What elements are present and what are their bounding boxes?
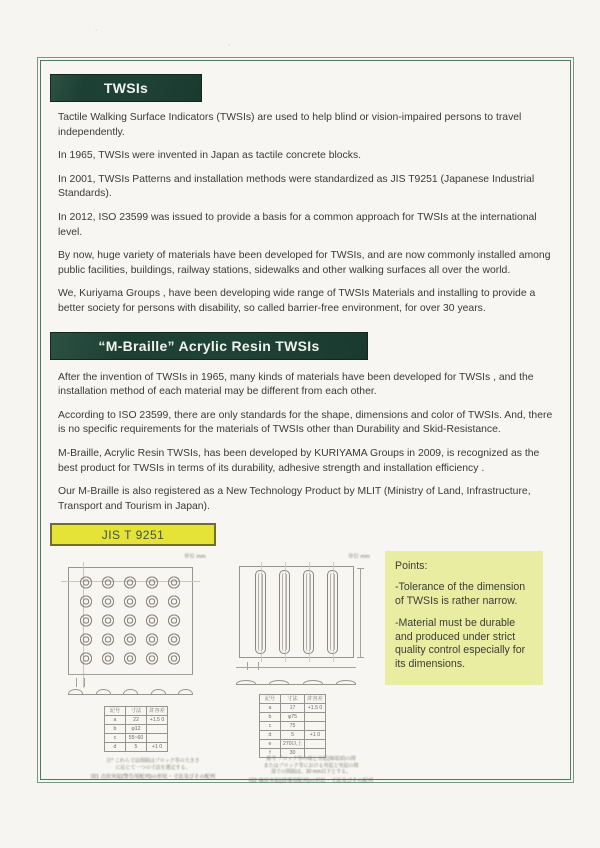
points-item: -Tolerance of the dimension of TWSIs is rather narrow.: [395, 581, 526, 608]
spec-table-row: [260, 704, 326, 713]
spec-table-cell: [147, 725, 168, 734]
spec-table-row: [260, 740, 326, 749]
bar-profile-view: [236, 673, 356, 685]
jis-standard-badge: [50, 523, 216, 546]
spec-table-cell: 30: [281, 749, 305, 758]
dome-bump: [96, 689, 111, 694]
bar-bump: [269, 680, 289, 684]
scan-speck: ·: [228, 42, 231, 49]
spec-table-cell: 5: [126, 743, 147, 752]
spec-table-cell: [305, 740, 326, 749]
dimension-tick: [357, 657, 364, 658]
unit-label-left: 単位 mm: [184, 554, 206, 561]
spec-table-cell: b: [105, 725, 126, 734]
dimension-line: [236, 667, 356, 668]
intro-paragraph: In 1965, TWSIs were invented in Japan as tactile concrete blocks.: [58, 150, 362, 162]
dot-pattern-diagram: [68, 567, 193, 675]
mbraille-paragraph: Our M-Braille is also registered as a New Technology Product by MLIT (Ministry of Land, Infrastructure, Transport and Tourism in Japan).: [58, 486, 531, 512]
bar-figure-notes: [236, 756, 386, 785]
dimension-tick: [258, 662, 259, 670]
spec-table-cell: e: [260, 740, 281, 749]
dome-bump: [151, 689, 166, 694]
spec-table-cell: 17: [281, 704, 305, 713]
mbraille-paragraph: M-Braille, Acrylic Resin TWSIs, has been developed by KURIYAMA Groups in 2009, is recognized as the best product for TWSIs in terms of its durability, adhesive strength and installation efficiency .: [58, 447, 540, 474]
spec-table-cell: 許容差: [147, 707, 168, 716]
spec-table-cell: d: [260, 731, 281, 740]
spec-table-cell: +1.5 0: [305, 704, 326, 713]
spec-table-cell: [305, 722, 326, 731]
bar-bump: [303, 680, 323, 684]
spec-table-cell: b: [260, 713, 281, 722]
spec-table-cell: 270以上: [281, 740, 305, 749]
dome-bump: [178, 689, 193, 694]
page-frame: [37, 57, 574, 783]
guide-bar: [327, 570, 338, 654]
spec-table-row: [105, 707, 168, 716]
note-line: に応じて一つの寸法を選定する。: [115, 764, 191, 771]
scan-speck: ·: [95, 27, 98, 34]
spec-table-cell: [305, 713, 326, 722]
points-callout: [385, 551, 543, 685]
spec-table-cell: c: [105, 734, 126, 743]
spec-table-cell: +1 0: [147, 743, 168, 752]
section-header-mbraille: [50, 332, 368, 360]
page-frame-inner: [40, 60, 571, 785]
bar-pattern-diagram: [239, 566, 354, 658]
intro-paragraph: By now, huge variety of materials have been developed for TWSIs, and are now commonly installed among public facilities, buildings, railway stations, sidewalks and other walking surfaces all over the world.: [58, 250, 551, 276]
section-header-twsis: [50, 74, 202, 102]
dot-spec-table: [104, 706, 168, 752]
intro-paragraph: In 2001, TWSIs Patterns and installation methods were standardized as JIS T9251 (Japanese Industrial Standards).: [58, 173, 535, 200]
spec-table-cell: +1 0: [305, 731, 326, 740]
intro-paragraph: In 2012, ISO 23599 was issued to provide a basis for a common approach for TWSIs at the international level.: [58, 211, 537, 238]
dot-profile-view: [68, 681, 193, 695]
points-item: -Material must be durable and produced under strict quality control especially for its dimensions.: [395, 616, 526, 671]
spec-table-cell: 55~60: [126, 734, 147, 743]
intro-paragraph: Tactile Walking Surface Indicators (TWSIs) are used to help blind or vision-impaired persons to travel independently.: [58, 112, 522, 138]
guide-bar: [255, 570, 266, 654]
spec-table-cell: φ75: [281, 713, 305, 722]
spec-table-cell: 5: [281, 731, 305, 740]
guide-bar: [279, 570, 290, 654]
spec-table-cell: c: [260, 722, 281, 731]
spec-table-cell: d: [105, 743, 126, 752]
spec-table-cell: 22: [126, 716, 147, 725]
bar-bump: [236, 680, 256, 684]
jis-figures-region: [58, 550, 553, 785]
dimension-tick: [357, 568, 364, 569]
bar-bump: [336, 680, 356, 684]
dome-bump: [68, 689, 83, 694]
note-line: 注* これら寸法間隔はブロック等の大きさ: [106, 758, 200, 765]
unit-label-right: 単位 mm: [348, 554, 370, 561]
spec-table-cell: φ12: [126, 725, 147, 734]
spec-table-cell: +1.5 0: [147, 716, 168, 725]
dimension-line: [360, 568, 361, 658]
spec-table-row: [105, 725, 168, 734]
points-title: Points:: [395, 560, 428, 573]
spec-table-cell: a: [105, 716, 126, 725]
spec-table-cell: [147, 734, 168, 743]
note-line: 部での間隔は、30 mm以下とする。: [270, 769, 352, 776]
note-line: またはブロック等における突起と突起の間: [263, 762, 359, 769]
bar-figure-caption: 図2 線状突起(誘導用配列)の形状・寸法及びその配列: [248, 778, 374, 785]
spec-table-cell: 75: [281, 722, 305, 731]
mbraille-paragraph: After the invention of TWSIs in 1965, many kinds of materials have been developed for TWSIs , and the installation method of each material may be different from each other.: [58, 371, 534, 398]
dot-figure-notes: [58, 758, 248, 780]
spec-table-cell: a: [260, 704, 281, 713]
jis-standard-label: JIS T 9251: [101, 527, 165, 542]
spec-table-row: [260, 713, 326, 722]
bar-spec-table: [259, 694, 326, 758]
dome-bump: [123, 689, 138, 694]
spec-table-cell: f: [260, 749, 281, 758]
spec-table-row: [260, 731, 326, 740]
spec-table-cell: 寸法: [126, 707, 147, 716]
dimension-tick: [247, 662, 248, 670]
spec-table-row: [260, 695, 326, 704]
spec-table-cell: 寸法: [281, 695, 305, 704]
section-header-mbraille-label: “M-Braille” Acrylic Resin TWSIs: [98, 337, 320, 354]
spec-table-row: [105, 716, 168, 725]
spec-table-row: [105, 743, 168, 752]
guide-bar: [303, 570, 314, 654]
spec-table-row: [105, 734, 168, 743]
dimension-line: [68, 674, 193, 675]
dot-grid: [75, 573, 185, 668]
spec-table-row: [260, 722, 326, 731]
intro-paragraph: We, Kuriyama Groups , have been developing wide range of TWSIs Materials and installing to provide a better society for persons with disability, so called barrier-free environment, for over 30 years.: [58, 288, 536, 314]
spec-table-cell: 許容差: [305, 695, 326, 704]
note-line: 備考 ブロック等の端と突起(線端部)の間: [266, 756, 356, 763]
spec-table-cell: 記号: [105, 707, 126, 716]
section-header-twsis-label: TWSIs: [103, 80, 149, 96]
spec-table-cell: 記号: [260, 695, 281, 704]
mbraille-paragraph: According to ISO 23599, there are only standards for the shape, dimensions and color of TWSIs. And, there is no specific requirements for the materials of TWSIs other than Durability and Skid-Resistance.: [58, 409, 553, 436]
dot-figure-caption: 図1 点状突起(警告用配列)の形状・寸法及びその配列: [90, 773, 216, 780]
